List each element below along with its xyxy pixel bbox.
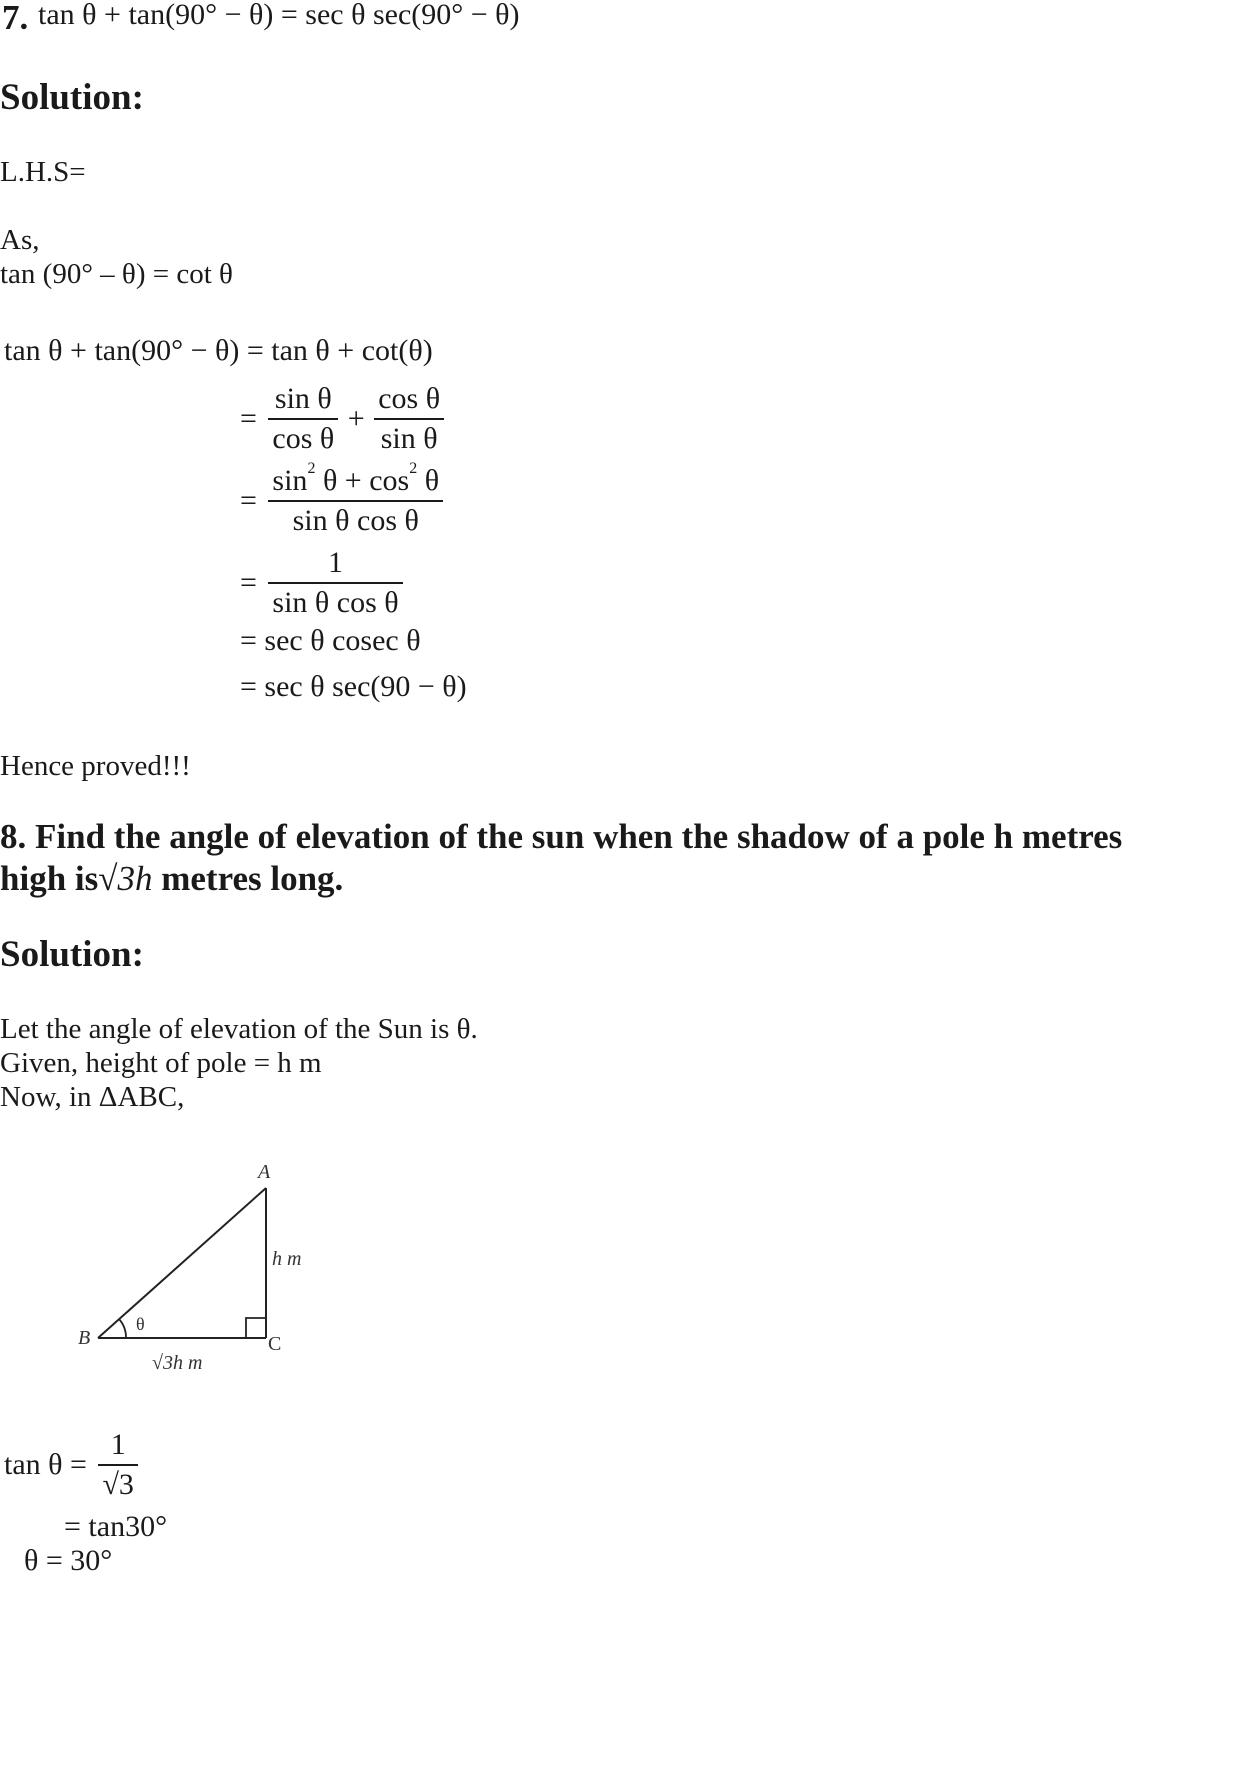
equation-theta-30: θ = 30° bbox=[24, 1544, 113, 1577]
plus-sign: + bbox=[347, 402, 365, 435]
solution-8-line-2: Given, height of pole = h m bbox=[0, 1047, 322, 1079]
exponent: 2 bbox=[409, 460, 418, 477]
identity-line: tan (90° – θ) = cot θ bbox=[0, 258, 233, 290]
question-8-text-a: high is bbox=[0, 859, 99, 898]
proof-step-1: tan θ + tan(90° − θ) = tan θ + cot(θ) bbox=[4, 334, 433, 367]
fraction-one-over-root3 bbox=[98, 1428, 137, 1502]
lhs-label: L.H.S= bbox=[0, 156, 86, 188]
proof-step-5: = sec θ cosec θ bbox=[240, 624, 421, 657]
question-8-line-2 bbox=[0, 859, 343, 899]
base-label: √3h m bbox=[152, 1352, 203, 1374]
hypotenuse-line bbox=[98, 1188, 266, 1338]
angle-arc bbox=[119, 1319, 126, 1338]
vertex-c-label: C bbox=[268, 1333, 282, 1355]
sin-text: sin bbox=[272, 464, 308, 497]
vertex-b-label: B bbox=[78, 1327, 91, 1349]
proof-step-3 bbox=[240, 460, 443, 538]
denominator: sin θ cos θ bbox=[268, 582, 402, 620]
question-7-statement: tan θ + tan(90° − θ) = sec θ sec(90° − θ) bbox=[38, 0, 520, 31]
theta-text: θ bbox=[424, 464, 440, 497]
equals-sign: = bbox=[240, 402, 257, 435]
equation-tan-theta bbox=[4, 1428, 138, 1502]
question-8-line-1: 8. Find the angle of elevation of the sun when the shadow of a pole h metres bbox=[0, 817, 1123, 856]
fraction-sum-of-squares bbox=[268, 460, 443, 538]
numerator: cos θ bbox=[378, 382, 441, 415]
denominator: sin θ cos θ bbox=[268, 500, 443, 538]
height-label: h m bbox=[272, 1248, 302, 1270]
equals-sign: = bbox=[240, 566, 257, 599]
question-8-text-b: metres long. bbox=[161, 859, 344, 898]
numerator: 1 bbox=[110, 1428, 126, 1461]
solution-heading-7: Solution: bbox=[0, 77, 144, 118]
proof-step-4 bbox=[240, 546, 403, 620]
numerator: 1 bbox=[328, 546, 344, 579]
solution-heading-8: Solution: bbox=[0, 934, 144, 975]
tan-theta-lhs: tan θ = bbox=[4, 1448, 87, 1481]
cos-text: θ + cos bbox=[322, 464, 410, 497]
solution-8-line-3: Now, in ΔABC, bbox=[0, 1081, 185, 1113]
exponent: 2 bbox=[307, 460, 316, 477]
right-angle-marker bbox=[246, 1318, 266, 1338]
conclusion-text: Hence proved!!! bbox=[0, 750, 191, 782]
numerator: sin θ bbox=[274, 382, 332, 415]
vertex-a-label: A bbox=[258, 1161, 271, 1183]
denominator: sin θ bbox=[374, 418, 444, 456]
numerator bbox=[268, 460, 443, 500]
fraction-sin-over-cos bbox=[268, 382, 338, 456]
proof-step-2 bbox=[240, 382, 444, 456]
theta-label: θ bbox=[136, 1314, 145, 1334]
denominator: √3 bbox=[98, 1464, 137, 1502]
proof-step-6: = sec θ sec(90 − θ) bbox=[240, 670, 467, 703]
solution-8-line-1: Let the angle of elevation of the Sun is θ. bbox=[0, 1013, 478, 1045]
fraction-cos-over-sin bbox=[374, 382, 444, 456]
question-7-number: 7. bbox=[2, 0, 29, 37]
triangle-figure bbox=[70, 1150, 330, 1390]
equation-tan30: = tan30° bbox=[64, 1510, 168, 1543]
fraction-one-over-sincos bbox=[268, 546, 402, 620]
equals-sign: = bbox=[240, 484, 257, 517]
denominator: cos θ bbox=[268, 418, 338, 456]
sqrt-3h: √3h bbox=[98, 859, 153, 898]
as-label: As, bbox=[0, 224, 40, 256]
